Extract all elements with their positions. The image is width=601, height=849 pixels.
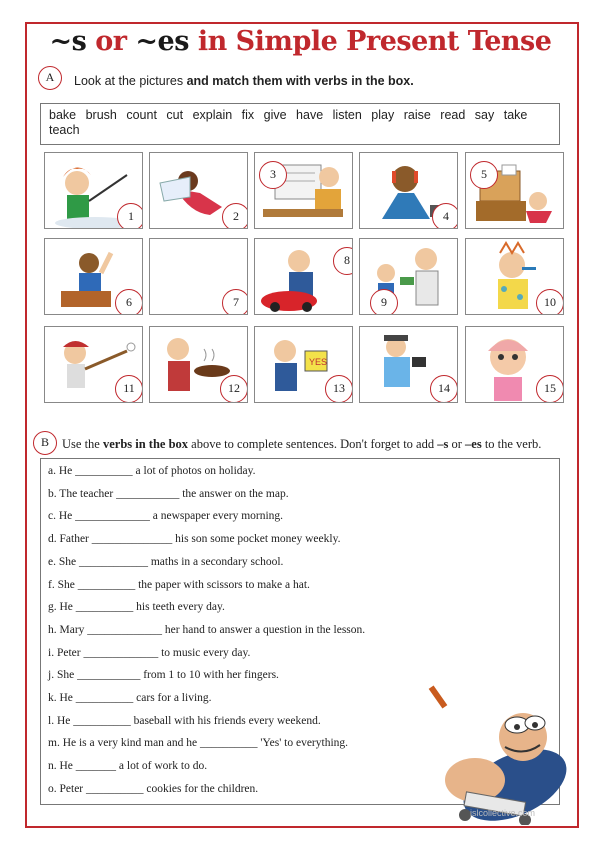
verb-take: take bbox=[503, 108, 528, 122]
sentence-a: a. He __________ a lot of photos on holiday. bbox=[48, 465, 256, 477]
picture-15 bbox=[465, 326, 564, 403]
sentence-f: f. She __________ the paper with scissors to make a hat. bbox=[48, 578, 310, 591]
verb-raise: raise bbox=[403, 108, 441, 122]
verb-play: play bbox=[371, 108, 404, 122]
verb-bake: bake bbox=[49, 108, 86, 122]
sentence-k: k. He __________ cars for a living. bbox=[48, 692, 212, 704]
picture-8 bbox=[254, 238, 353, 315]
title-es: ~es bbox=[135, 26, 189, 57]
picture-number-1: 1 bbox=[117, 203, 143, 229]
title-s: ~s bbox=[49, 26, 87, 57]
verb-listen: listen bbox=[332, 108, 372, 122]
picture-number-2: 2 bbox=[222, 203, 248, 229]
title-or: or bbox=[95, 26, 127, 57]
picture-13 bbox=[254, 326, 353, 403]
picture-number-15: 15 bbox=[536, 375, 564, 403]
picture-11 bbox=[44, 326, 143, 403]
picture-14 bbox=[359, 326, 458, 403]
picture-number-9: 9 bbox=[370, 289, 398, 315]
section-a-instruction: Look at the pictures and match them with verbs in the box. bbox=[74, 74, 414, 88]
tired-man-writing-icon bbox=[405, 685, 585, 825]
sentence-o: o. Peter __________ cookies for the children. bbox=[48, 782, 259, 795]
picture-number-14: 14 bbox=[430, 375, 458, 403]
picture-3 bbox=[254, 152, 353, 229]
picture-6 bbox=[44, 238, 143, 315]
verb-explain: explain bbox=[192, 108, 242, 122]
verb-teach: teach bbox=[49, 123, 80, 137]
sentence-j: j. She ___________ from 1 to 10 with her fingers. bbox=[48, 669, 279, 682]
verb-read: read bbox=[440, 108, 475, 122]
sentence-i: i. Peter _____________ to music every day. bbox=[48, 646, 251, 659]
picture-9 bbox=[359, 238, 458, 315]
section-b-label: B bbox=[33, 431, 57, 455]
picture-number-3: 3 bbox=[259, 161, 287, 189]
picture-number-4: 4 bbox=[432, 203, 458, 229]
verb-box bbox=[40, 103, 560, 145]
verb-give: give bbox=[263, 108, 297, 122]
picture-number-13: 13 bbox=[325, 375, 353, 403]
picture-2 bbox=[149, 152, 248, 229]
svg-text:YES: YES bbox=[309, 357, 328, 367]
sentence-h: h. Mary _____________ her hand to answer a question in the lesson. bbox=[48, 623, 366, 636]
title-rest: in Simple Present Tense bbox=[197, 26, 552, 57]
sentence-l: l. He __________ baseball with his friends every weekend. bbox=[48, 714, 321, 727]
picture-1 bbox=[44, 152, 143, 229]
picture-number-5: 5 bbox=[470, 161, 498, 189]
sentence-m: m. He is a very kind man and he __________ 'Yes' to everything. bbox=[48, 737, 349, 750]
verb-say: say bbox=[474, 108, 504, 122]
picture-number-6: 6 bbox=[115, 289, 143, 315]
sentence-n: n. He _______ a lot of work to do. bbox=[48, 760, 208, 773]
picture-7 bbox=[149, 238, 248, 315]
verb-count: count bbox=[126, 108, 167, 122]
picture-10 bbox=[465, 238, 564, 315]
verb-brush: brush bbox=[85, 108, 127, 122]
sentence-d: d. Father ______________ his son some pocket money weekly. bbox=[48, 533, 341, 546]
picture-number-11: 11 bbox=[115, 375, 143, 403]
verb-have: have bbox=[296, 108, 333, 122]
picture-12 bbox=[149, 326, 248, 403]
watermark: islcollective.com bbox=[470, 808, 536, 818]
sentence-b: b. The teacher ___________ the answer on the map. bbox=[48, 487, 289, 500]
picture-number-12: 12 bbox=[220, 375, 248, 403]
sentence-e: e. She ____________ maths in a secondary school. bbox=[48, 555, 284, 568]
picture-number-7: 7 bbox=[222, 289, 248, 315]
sentence-c: c. He _____________ a newspaper every morning. bbox=[48, 510, 284, 523]
picture-4 bbox=[359, 152, 458, 229]
picture-5 bbox=[465, 152, 564, 229]
section-a-label: A bbox=[38, 66, 62, 90]
verb-cut: cut bbox=[166, 108, 193, 122]
picture-number-8: 8 bbox=[333, 247, 353, 275]
sentence-g: g. He __________ his teeth every day. bbox=[48, 601, 225, 614]
page-title bbox=[0, 26, 601, 57]
verb-fix: fix bbox=[241, 108, 264, 122]
section-b-instruction: Use the verbs in the box above to complete sentences. Don't forget to add –s or –es to the verb. bbox=[62, 437, 542, 451]
picture-number-10: 10 bbox=[536, 289, 564, 315]
